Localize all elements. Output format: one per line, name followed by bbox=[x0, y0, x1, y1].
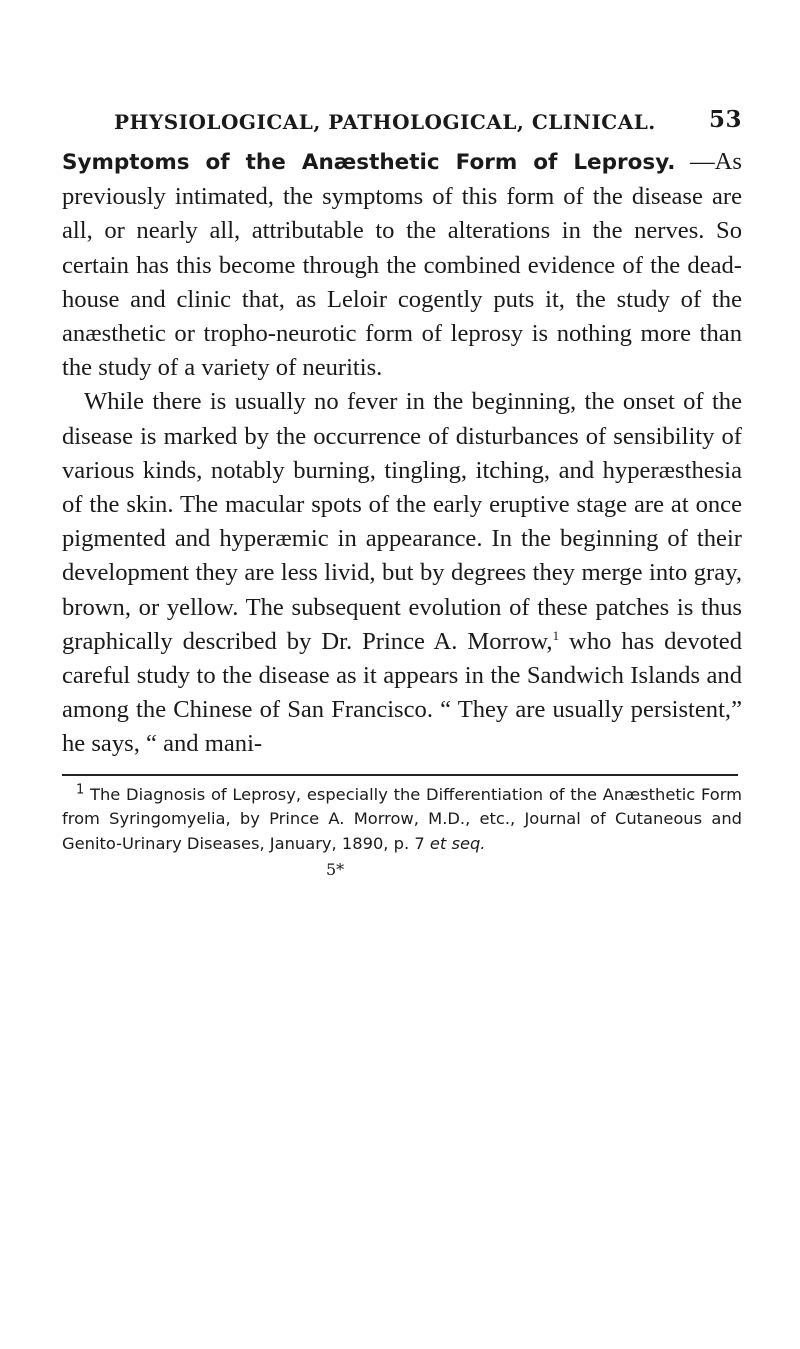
paragraph-2 bbox=[62, 385, 742, 761]
signature-mark: 5* bbox=[326, 860, 345, 880]
running-head-title: PHYSIOLOGICAL, PATHOLOGICAL, CLINICAL. bbox=[114, 110, 656, 134]
footnote-divider bbox=[62, 774, 738, 776]
footnote-text: The Diagnosis of Leprosy, especially the Differentiation of the Anæsthetic Form from Syringomyelia, by Prince A. Morrow, M.D., etc., Journal of Cutaneous and Genito-Urinary Diseases, January, 1890, p. 7 bbox=[62, 784, 742, 853]
footnote-italic-text: et seq. bbox=[429, 833, 486, 853]
book-page bbox=[62, 96, 742, 879]
footnote bbox=[62, 783, 742, 857]
paragraph-2-text-end: who has devoted careful study to the disease as it appears in the Sandwich Islands and among the Chinese of San Francisco. “ They are usually persistent,” he says, “ and mani- bbox=[62, 627, 742, 758]
footnote-marker: 1 bbox=[76, 782, 85, 798]
paragraph-2-text-start: While there is usually no fever in the beginning, the onset of the disease is marked by the occurrence of disturbances of sensibility of various kinds, notably burning, tingling, itching, and hyperæsthesia of the skin. The macular spots of the early eruptive stage are at once pigmented and hyperæmic in appearance. In the beginning of their development they are less livid, but by degrees they merge into gray, brown, or yellow. The subsequent evolution of these patches is thus graphically described by Dr. Prince A. Morrow, bbox=[62, 388, 742, 655]
paragraph-1 bbox=[62, 145, 742, 385]
page-number: 53 bbox=[708, 106, 742, 133]
section-heading: Symptoms of the Anæsthetic Form of Leprosy. bbox=[62, 150, 676, 175]
paragraph-1-text: —As previously intimated, the symptoms of this form of the disease are all, or nearly all, attributable to the alterations in the nerves. So certain has this become through the combined evidence of the dead-house and clinic that, as Leloir cogently puts it, the study of the anæsthetic or tropho-neurotic form of leprosy is nothing more than the study of a variety of neuritis. bbox=[62, 148, 742, 382]
footnote-reference: 1 bbox=[552, 627, 560, 643]
running-head bbox=[62, 96, 742, 136]
body-text bbox=[62, 145, 742, 762]
